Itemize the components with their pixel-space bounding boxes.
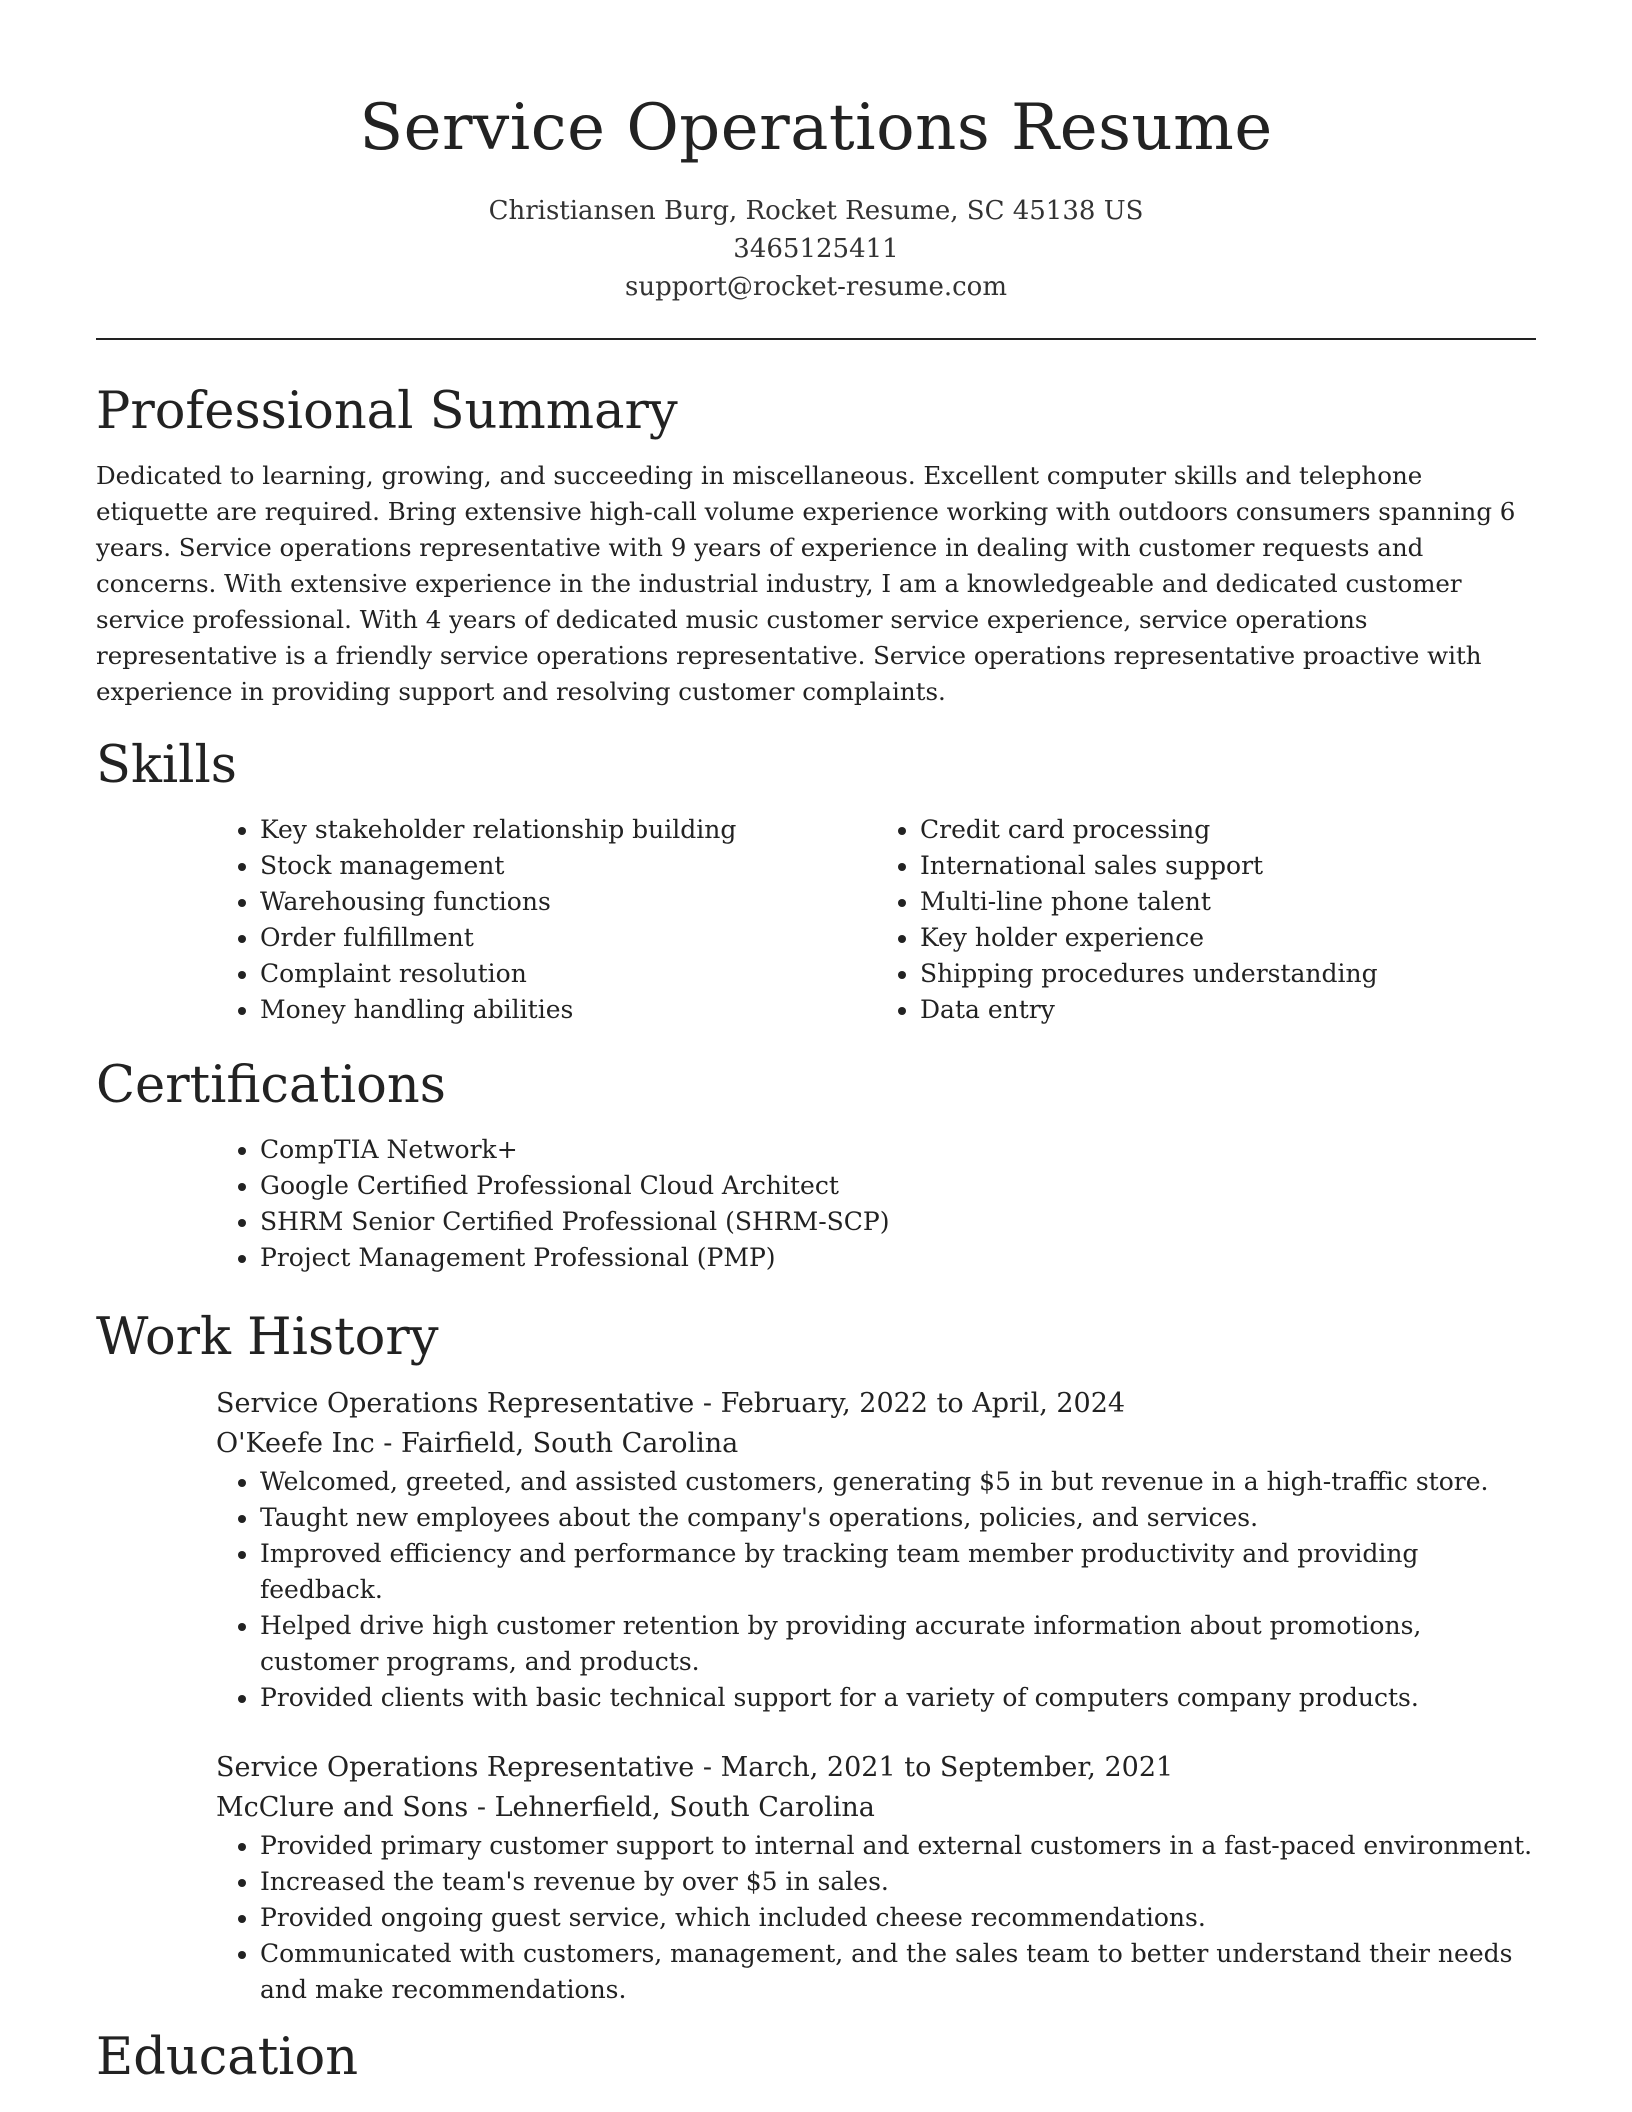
contact-info (96, 192, 1536, 306)
job-title: Service Operations Representative (216, 1752, 695, 1783)
job-title-line (216, 1748, 1536, 1788)
job-title-line (216, 1384, 1536, 1424)
job-title: Service Operations Representative (216, 1388, 695, 1419)
certification-item: • CompTIA Network+ (260, 1132, 1536, 1168)
job-responsibilities (216, 1464, 1536, 1716)
contact-address: Christiansen Burg, Rocket Resume, SC 45138 US (488, 196, 1144, 226)
job-company-line (216, 1424, 1536, 1464)
skill-item: • Shipping procedures understanding (920, 956, 1536, 992)
skill-item: • Complaint resolution (260, 956, 876, 992)
contact-email: support@rocket-resume.com (624, 272, 1007, 302)
skill-item: • Key holder experience (920, 920, 1536, 956)
certifications-bullets (216, 1132, 1536, 1276)
responsibility-item: • Provided clients with basic technical support for a variety of computers company products. (260, 1680, 1536, 1716)
summary-text: Dedicated to learning, growing, and succeeding in miscellaneous. Excellent computer skills and telephone etiquette are required. Bring extensive high-call volume experience working with outdoors consumers spanning 6 years. Service operations representative with 9 years of experience in dealing with customer requests and concerns. With extensive experience in the industrial industry, I am a knowledgeable and dedicated customer service professional. With 4 years of dedicated music customer service experience, service operations representative is a friendly service operations representative. Service operations representative proactive with experience in providing support and resolving customer complaints. (96, 461, 1516, 706)
responsibility-item: • Provided primary customer support to internal and external customers in a fast-paced environment. (260, 1828, 1536, 1864)
skill-item: • Order fulfillment (260, 920, 876, 956)
certification-item: • Google Certified Professional Cloud Architect (260, 1168, 1536, 1204)
responsibility-item: • Welcomed, greeted, and assisted customers, generating $5 in but revenue in a high-traffic store. (260, 1464, 1536, 1500)
certification-item: • SHRM Senior Certified Professional (SHRM-SCP) (260, 1204, 1536, 1240)
responsibility-item: • Helped drive high customer retention by providing accurate information about promotions, customer programs, and products. (260, 1608, 1536, 1680)
job-company-line (216, 1788, 1536, 1828)
job-entry (216, 1748, 1536, 2008)
responsibility-item: • Taught new employees about the company's operations, policies, and services. (260, 1500, 1536, 1536)
job-dates: March, 2021 to September, 2021 (720, 1752, 1174, 1783)
resume-header (96, 86, 1536, 306)
job-entry (216, 1384, 1536, 1716)
work-history-heading: Work History (96, 1308, 439, 1367)
skill-item: • Credit card processing (920, 812, 1536, 848)
responsibility-item: • Improved efficiency and performance by tracking team member productivity and providing feedback. (260, 1536, 1536, 1608)
responsibility-item: • Communicated with customers, management, and the sales team to better understand their needs and make recommendations. (260, 1936, 1536, 2008)
job-separator: - (383, 1428, 402, 1459)
job-separator: - (702, 1388, 721, 1419)
certifications-heading: Certifications (96, 1056, 446, 1115)
job-separator: - (702, 1752, 721, 1783)
summary-heading: Professional Summary (96, 382, 678, 441)
certifications-list (216, 1132, 1536, 1276)
job-dates: February, 2022 to April, 2024 (720, 1388, 1126, 1419)
skills-heading: Skills (96, 736, 237, 795)
job-location: Fairfield, South Carolina (401, 1428, 739, 1459)
skill-item: • Key stakeholder relationship building (260, 812, 876, 848)
skill-item: • International sales support (920, 848, 1536, 884)
certification-item: • Project Management Professional (PMP) (260, 1240, 1536, 1276)
resume-title: Service Operations Resume (359, 91, 1273, 165)
resume-page (96, 0, 1536, 2090)
skills-column-right (876, 812, 1536, 1028)
skill-item: • Data entry (920, 992, 1536, 1028)
contact-phone: 3465125411 (733, 234, 899, 264)
responsibility-item: • Provided ongoing guest service, which included cheese recommendations. (260, 1900, 1536, 1936)
header-divider (96, 338, 1536, 340)
job-separator: - (476, 1792, 495, 1823)
skills-column-left (216, 812, 876, 1028)
skill-item: • Money handling abilities (260, 992, 876, 1028)
skill-item: • Stock management (260, 848, 876, 884)
job-location: Lehnerfield, South Carolina (494, 1792, 875, 1823)
skill-item: • Warehousing functions (260, 884, 876, 920)
job-company: O'Keefe Inc (216, 1428, 375, 1459)
responsibility-item: • Increased the team's revenue by over $5 in sales. (260, 1864, 1536, 1900)
job-responsibilities (216, 1828, 1536, 2008)
skill-item: • Multi-line phone talent (920, 884, 1536, 920)
job-company: McClure and Sons (216, 1792, 469, 1823)
education-heading: Education (96, 2028, 359, 2087)
skills-list (216, 812, 1536, 1028)
